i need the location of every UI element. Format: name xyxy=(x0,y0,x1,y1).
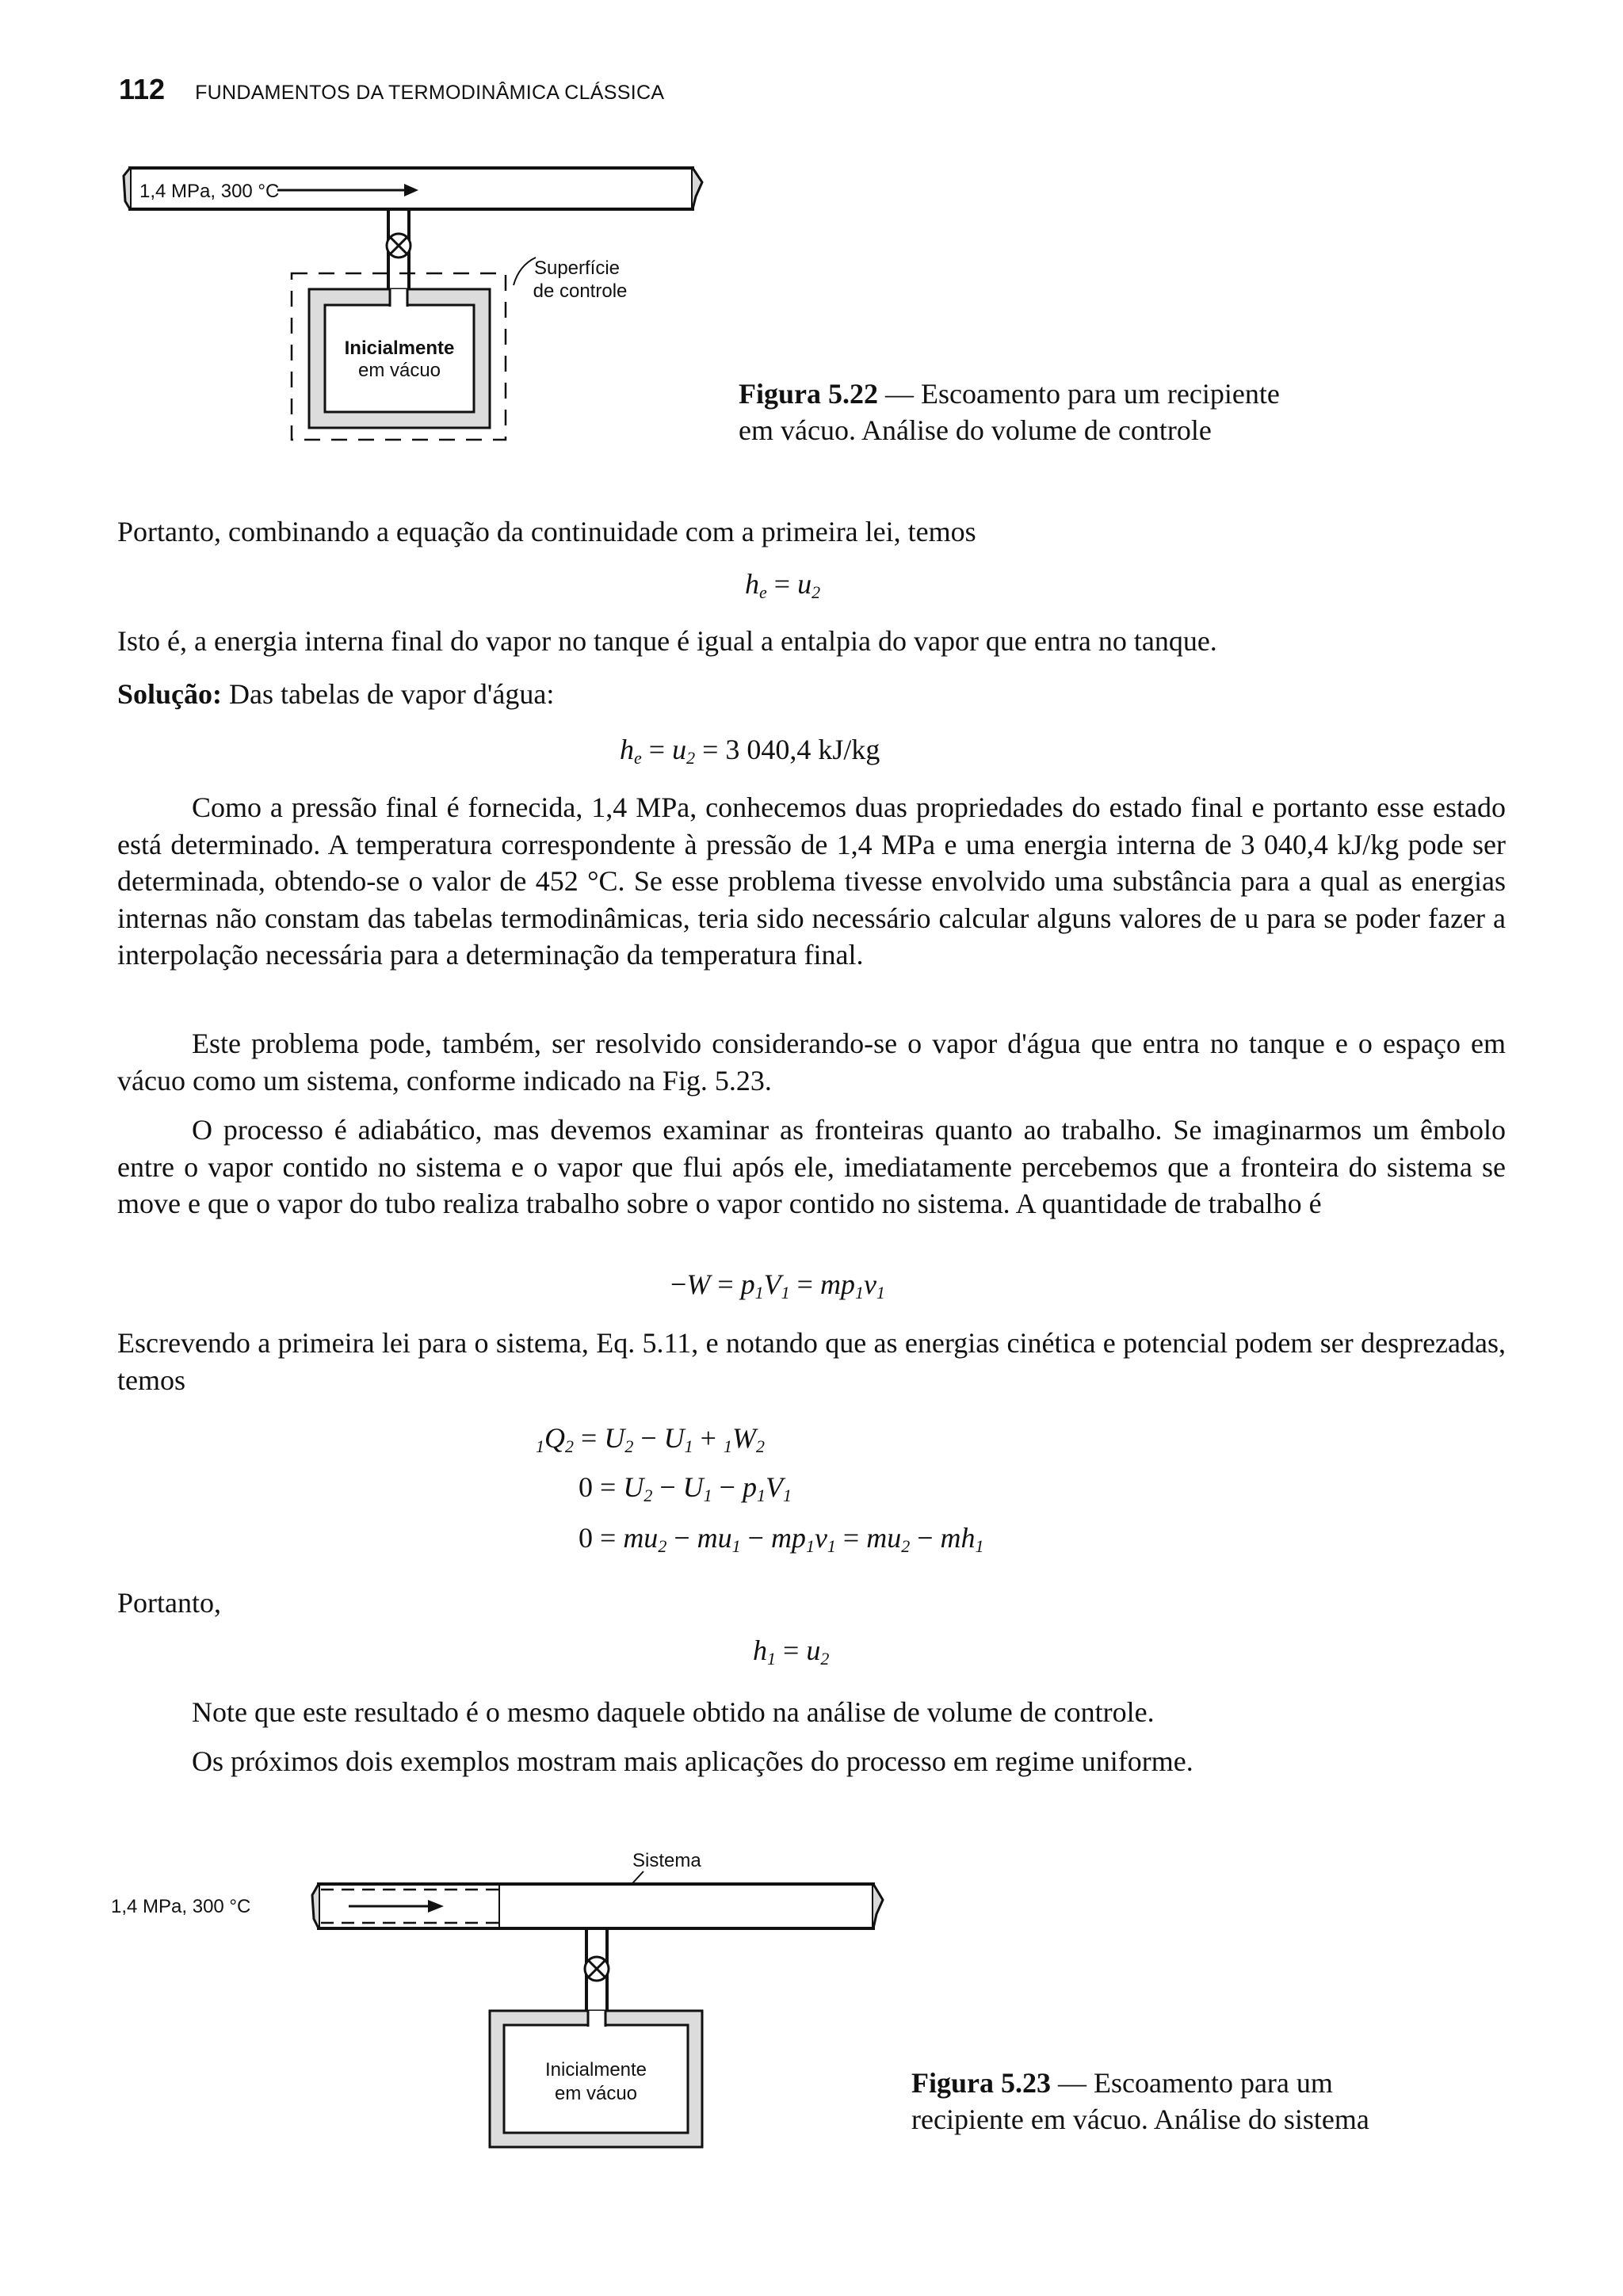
figure-5-23-diagram xyxy=(111,1836,888,2153)
figure-5-23-caption xyxy=(911,2065,1369,2138)
paragraph-3: Solução: Das tabelas de vapor d'água: xyxy=(117,678,555,710)
figure-5-22-diagram xyxy=(119,158,721,460)
pipe-break-right xyxy=(873,1884,883,1928)
paragraph-10: Os próximos dois exemplos mostram mais aplicações do processo em regime uniforme. xyxy=(192,1745,1193,1777)
figure-5-23 xyxy=(111,1836,888,2153)
caption-text-line2: em vácuo. Análise do volume de controle xyxy=(739,414,1212,446)
figure-5-22-caption xyxy=(739,376,1280,448)
pipe-label: 1,4 MPa, 300 °C xyxy=(139,181,280,202)
paragraph-7: Escrevendo a primeira lei para o sistema, Eq. 5.11, e notando que as energias cinética e potencial podem ser desprezadas, temos xyxy=(117,1327,1506,1396)
system-label: Sistema xyxy=(632,1850,701,1871)
surface-label-line2: de controle xyxy=(533,280,628,302)
enthalpy-value: 3 040,4 kJ/kg xyxy=(725,734,880,765)
paragraph-5: Este problema pode, também, ser resolvido considerando-se o vapor d'água que entra no tanque e o espaço em vácuo como um sistema, conforme indicado na Fig. 5.23. xyxy=(117,1028,1506,1097)
tank-label-line2: em vácuo xyxy=(554,2083,638,2104)
tank-label-line1: Inicialmente xyxy=(344,338,455,359)
paragraph-9: Note que este resultado é o mesmo daquele obtido na análise de volume de controle. xyxy=(192,1696,1155,1728)
figure-5-22 xyxy=(119,158,721,460)
equation-energy-balance: $0 = U_2 - U_1 - p_1V_1$ xyxy=(579,1471,792,1505)
paragraph-4: Como a pressão final é fornecida, 1,4 MPa, conhecemos duas propriedades do estado final e portanto esse estado está determinado. A temperatura correspondente à pressão de 1,4 MPa e uma energia interna de 3 040,4 kJ/kg pode ser determinada, obtendo-se o valor de 452 °C. Se esse problema tivesse envolvido uma substância para a qual as energias internas não constam das tabelas termodinâmicas, teria sido necessário calcular alguns valores de u para se poder fazer a interpolação necessária para a determinação da temperatura final. xyxy=(117,791,1506,971)
paragraph-6: O processo é adiabático, mas devemos examinar as fronteiras quanto ao trabalho. Se imaginarmos um êmbolo entre o vapor contido no sistema e o vapor que flui após ele, imediatamente percebemos que a fronteira do sistema se move e que o vapor do tubo realiza trabalho sobre o vapor contido no sistema. A quantidade de trabalho é xyxy=(117,1114,1506,1219)
equation-mass-balance: $0 = mu_2 - mu_1 - mp_1v_1 = mu_2 - mh_1$ xyxy=(579,1522,984,1556)
caption-text: — Escoamento para um xyxy=(1058,2067,1333,2099)
paragraph-8: Portanto, xyxy=(117,1587,221,1619)
caption-text-line2: recipiente em vácuo. Análise do sistema xyxy=(911,2103,1369,2135)
pipe-break-right xyxy=(693,168,702,209)
caption-label: Figura 5.22 xyxy=(739,378,878,410)
tank-label-line2: em vácuo xyxy=(357,360,441,381)
equation-work: $-W = p_1V_1 = mp_1v_1$ xyxy=(670,1268,885,1302)
paragraph-2: Isto é, a energia interna final do vapor no tanque é igual a entalpia do vapor que entra no tanque. xyxy=(117,625,1217,657)
equation-first-law: $_1Q_2 = U_2 - U_1 + _1W_2$ xyxy=(536,1422,765,1456)
paragraph-1: Portanto, combinando a equação da continuidade com a primeira lei, temos xyxy=(117,516,976,547)
page-number: 112 xyxy=(119,73,166,105)
page-header xyxy=(119,73,664,106)
solution-label: Solução: xyxy=(117,678,223,710)
pipe-break-left xyxy=(124,168,130,209)
tank-label-line1: Inicialmente xyxy=(544,2059,647,2081)
equation-h1-u2: $h_1 = u_2$ xyxy=(753,1634,830,1669)
caption-label: Figura 5.23 xyxy=(911,2067,1051,2099)
equation-he-value: $h_e = u_2 = 3$ 040,4 kJ/kg xyxy=(620,734,880,768)
surface-label-line1: Superfície xyxy=(533,257,621,279)
pipe-break-left xyxy=(312,1884,319,1928)
running-title: FUNDAMENTOS DA TERMODINÂMICA CLÁSSICA xyxy=(195,82,665,104)
pipe-label: 1,4 MPa, 300 °C xyxy=(111,1896,251,1917)
equation-he-u2: $h_e = u_2$ xyxy=(745,568,821,602)
caption-text: — Escoamento para um recipiente xyxy=(885,378,1280,410)
